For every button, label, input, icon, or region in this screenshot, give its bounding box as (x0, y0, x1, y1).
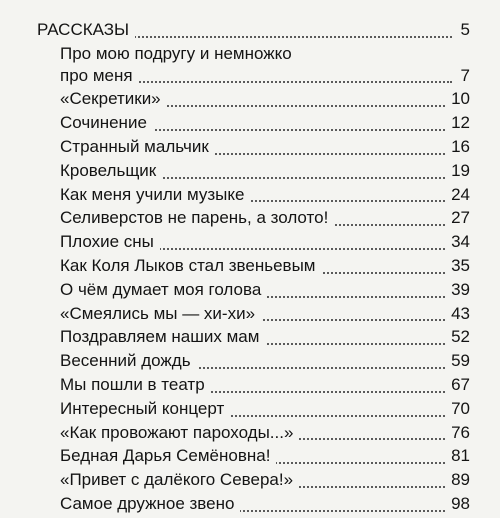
toc-entry (0, 89, 500, 113)
toc-entry-title: Интересный концерт (60, 399, 230, 419)
toc-entry-title: Кровельщик (60, 161, 162, 181)
toc-page-number: 81 (445, 446, 470, 466)
toc-page-number: 34 (445, 232, 470, 252)
toc-entry-title: Бедная Дарья Семёновна! (60, 446, 276, 466)
toc-entry-title: «Секретики» (60, 89, 167, 109)
toc-entry-title: Сочинение (60, 113, 153, 133)
toc-entry (0, 66, 500, 90)
toc-entry-title: «Как провожают пароходы...» (60, 423, 299, 443)
toc-page-number: 89 (445, 470, 470, 490)
toc-entry-title: «Смеялись мы — хи-хи» (60, 304, 261, 324)
toc-entry-title: «Привет с далёкого Севера!» (60, 470, 299, 490)
toc-entry (0, 280, 500, 304)
toc-page-number: 35 (445, 256, 470, 276)
toc-entry-title: про меня (60, 66, 139, 86)
toc-entry (0, 375, 500, 399)
toc-section-title: РАССКАЗЫ (37, 20, 135, 40)
toc-entry (0, 208, 500, 232)
toc-entry-title: Самое дружное звено (60, 494, 240, 514)
toc-entry-title: Странный мальчик (60, 137, 215, 157)
toc-page-number: 16 (445, 137, 470, 157)
toc-entry-line (0, 44, 500, 66)
toc-page-number: 43 (445, 304, 470, 324)
toc-page-number: 7 (455, 66, 470, 86)
toc-entry (0, 494, 500, 518)
toc-entry (0, 161, 500, 185)
toc-entry-title: Селиверстов не парень, а золото! (60, 208, 334, 228)
toc-page-number: 70 (445, 399, 470, 419)
toc-section-stories (0, 20, 500, 44)
toc-entry (0, 446, 500, 470)
toc-page-number: 39 (445, 280, 470, 300)
toc-entry (0, 256, 500, 280)
toc-entry-title: Весенний дождь (60, 351, 197, 371)
toc-page-number: 59 (445, 351, 470, 371)
toc-entry-title: О чём думает моя голова (60, 280, 267, 300)
toc-entry (0, 399, 500, 423)
toc-entry (0, 304, 500, 328)
toc-entry-title: Как Коля Лыков стал звеньевым (60, 256, 321, 276)
table-of-contents (0, 20, 500, 518)
toc-entry (0, 327, 500, 351)
toc-entry (0, 137, 500, 161)
toc-entry-title: Плохие сны (60, 232, 160, 252)
toc-entry-title: Поздравляем наших мам (60, 327, 265, 347)
toc-page-number: 19 (445, 161, 470, 181)
toc-page-number: 24 (445, 185, 470, 205)
toc-entry (0, 232, 500, 256)
toc-entry (0, 470, 500, 494)
toc-page-number: 52 (445, 327, 470, 347)
toc-page-number: 67 (445, 375, 470, 395)
toc-entry (0, 351, 500, 375)
toc-page-number: 76 (445, 423, 470, 443)
toc-page-number: 98 (445, 494, 470, 514)
toc-page-number: 27 (445, 208, 470, 228)
toc-page-number: 5 (455, 20, 470, 40)
toc-entry-title: Мы пошли в театр (60, 375, 211, 395)
toc-entry (0, 423, 500, 447)
toc-entry (0, 185, 500, 209)
toc-page-number: 12 (445, 113, 470, 133)
toc-entry-title: Про мою подругу и немножко (60, 44, 298, 64)
toc-entry-title: Как меня учили музыке (60, 185, 250, 205)
toc-entry (0, 113, 500, 137)
toc-page-number: 10 (445, 89, 470, 109)
